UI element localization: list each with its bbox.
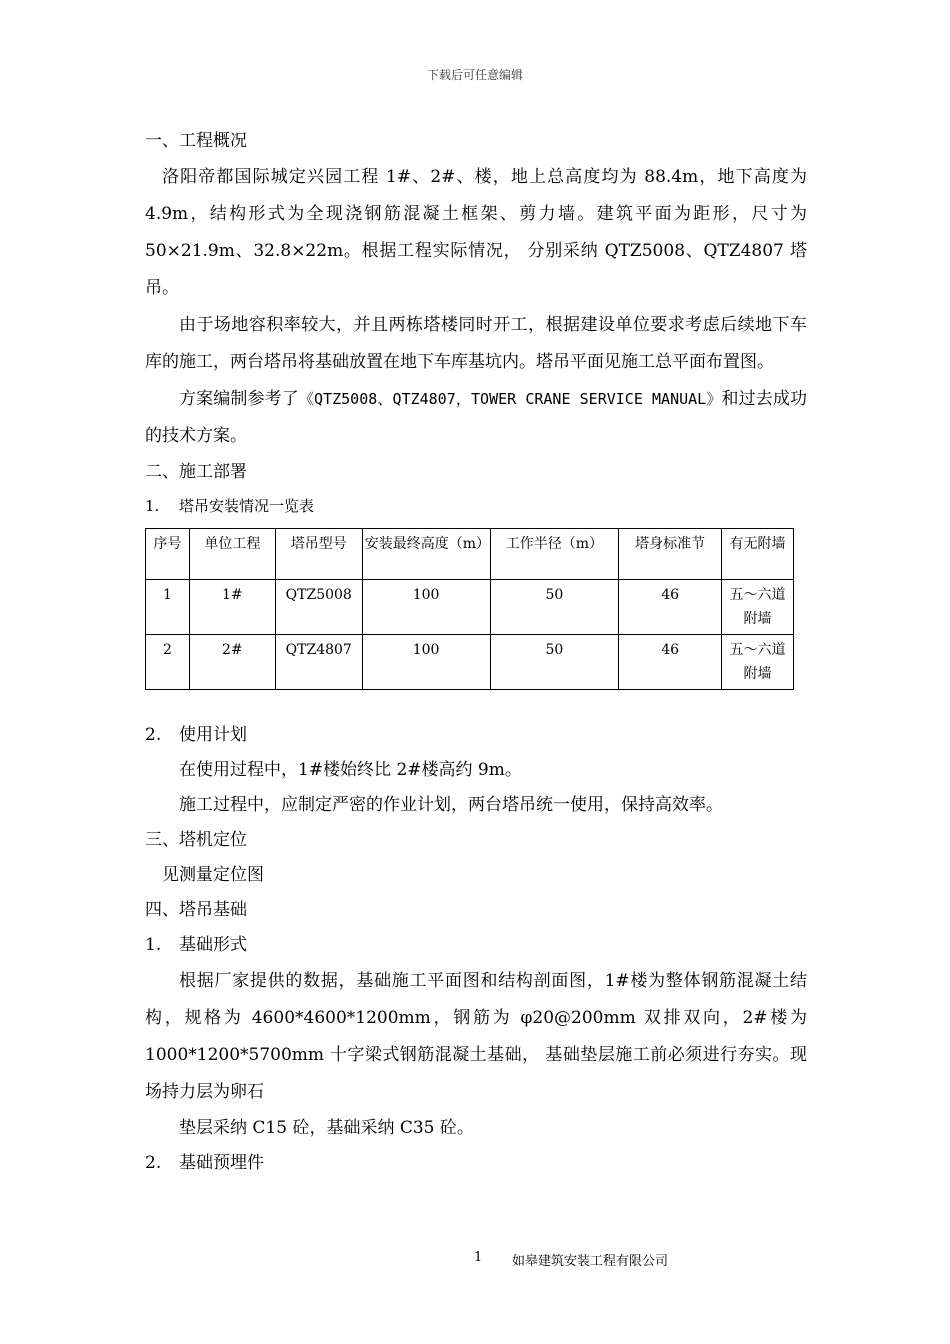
table-row	[146, 635, 794, 690]
section-title-deployment: 二、施工部署	[145, 462, 247, 482]
table-cell: 2	[146, 635, 190, 690]
section-title-positioning: 三、塔机定位	[145, 830, 247, 850]
table-header-cell: 塔身标准节	[619, 529, 722, 580]
table-cell: 2#	[189, 635, 275, 690]
list-number: 1.	[145, 497, 160, 515]
table-header-cell: 安装最终高度（m）	[362, 529, 490, 580]
page-header: 下载后可任意编辑	[426, 68, 523, 82]
list-item-table-caption	[145, 490, 807, 522]
document-body	[145, 124, 807, 1181]
table-cell: 五～六道附墙	[722, 580, 794, 635]
table-header-row	[146, 529, 794, 580]
table-cell: 46	[619, 635, 722, 690]
paragraph-foundation-1: 根据厂家提供的数据，基础施工平面图和结构剖面图，1#楼为整体钢筋混凝土结构，规格为 4600*4600*1200mm，钢筋为 φ20@200mm 双排双向，2#楼为 1000*1200*5700mm 十字梁式钢筋混凝土基础， 基础垫层施工前必须进行夯实。现场持力层为卵石	[145, 971, 807, 1102]
table-cell: QTZ4807	[275, 635, 362, 690]
table-header-cell: 工作半径（m）	[490, 529, 619, 580]
list-item-embedded-parts	[145, 1146, 807, 1181]
list-number: 2.	[145, 1153, 162, 1173]
table-cell: 100	[362, 580, 490, 635]
table-cell: 1#	[189, 580, 275, 635]
section-title-foundation: 四、塔吊基础	[145, 900, 247, 920]
paragraph-overview-2: 由于场地容积率较大，并且两栋塔楼同时开工，根据建设单位要求考虑后续地下车库的施工，两台塔吊将基础放置在地下车库基坑内。塔吊平面见施工总平面布置图。	[145, 315, 807, 372]
list-label: 使用计划	[179, 725, 247, 745]
list-number: 1.	[145, 935, 162, 955]
page-number: 1	[474, 1250, 483, 1265]
paragraph-usage-1: 在使用过程中，1#楼始终比 2#楼高约 9m。	[179, 760, 522, 780]
table-header-cell: 塔吊型号	[275, 529, 362, 580]
table-cell: 100	[362, 635, 490, 690]
paragraph-text: 方案编制参考了	[179, 389, 299, 409]
list-label: 基础形式	[179, 935, 247, 955]
paragraph-positioning: 见测量定位图	[162, 865, 264, 885]
crane-table	[145, 528, 794, 690]
table-row	[146, 580, 794, 635]
list-item-foundation-form	[145, 928, 807, 963]
manual-reference: 《QTZ5008、QTZ4807，TOWER CRANE SERVICE MANUAL》	[298, 390, 722, 408]
section-title-overview: 一、工程概况	[145, 131, 247, 151]
list-item-usage-plan	[145, 718, 807, 753]
list-label: 塔吊安装情况一览表	[179, 497, 315, 515]
table-cell: 50	[490, 580, 619, 635]
paragraph-foundation-2: 垫层采纳 C15 砼，基础采纳 C35 砼。	[179, 1118, 474, 1138]
table-cell: QTZ5008	[275, 580, 362, 635]
list-label: 基础预埋件	[179, 1153, 264, 1173]
table-header-cell: 单位工程	[189, 529, 275, 580]
paragraph-overview-3	[145, 381, 807, 455]
paragraph-usage-2: 施工过程中，应制定严密的作业计划，两台塔吊统一使用，保持高效率。	[179, 795, 723, 815]
list-number: 2.	[145, 725, 162, 745]
company-name: 如皋建筑安装工程有限公司	[512, 1254, 669, 1269]
table-header-cell: 序号	[146, 529, 190, 580]
table-cell: 46	[619, 580, 722, 635]
paragraph-text: 和过去成功的技术方案。	[145, 389, 808, 446]
table-header-cell: 有无附墙	[722, 529, 794, 580]
table-cell: 50	[490, 635, 619, 690]
table-cell: 1	[146, 580, 190, 635]
paragraph-overview-1: 洛阳帝都国际城定兴园工程 1#、2#、楼，地上总高度均为 88.4m，地下高度为 4.9m，结构形式为全现浇钢筋混凝土框架、剪力墙。建筑平面为距形，尺寸为 50×21.9m、32.8×22m。根据工程实际情况， 分别采纳 QTZ5008、QTZ4807 塔吊。	[145, 167, 807, 298]
table-cell: 五～六道附墙	[722, 635, 794, 690]
